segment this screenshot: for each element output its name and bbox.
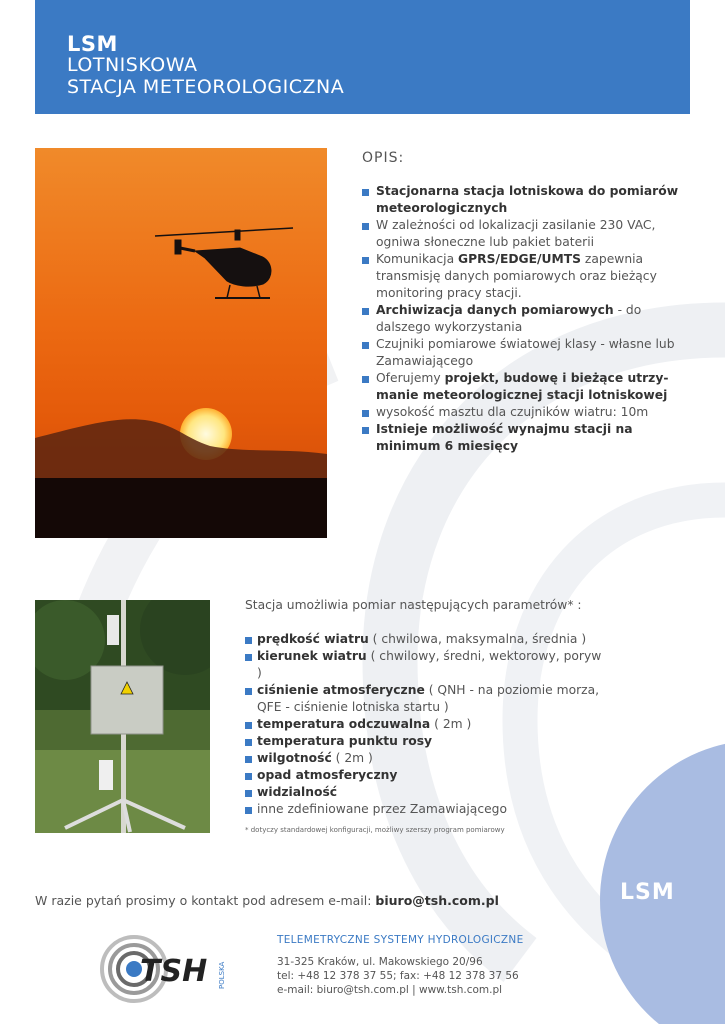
list-item [245, 767, 605, 784]
bullet-square-icon [245, 807, 252, 814]
contact-line [35, 893, 499, 908]
text: - do dalszego wykorzystania [376, 303, 642, 334]
description-list [362, 183, 692, 455]
text: Czujniki pomiarowe światowej klasy - własne lub Zamawiającego [376, 337, 675, 368]
description-heading: OPIS: [362, 150, 405, 166]
bold-text: Archiwizacja danych pomiarowych [376, 303, 614, 317]
parameters-list [245, 631, 605, 818]
title-line-1: LOTNISKOWA [67, 54, 198, 76]
bullet-square-icon [362, 308, 369, 315]
bullet-square-icon [362, 223, 369, 230]
contact-email-link[interactable]: biuro@tsh.com.pl [375, 893, 499, 908]
bullet-square-icon [362, 427, 369, 434]
bold-text: wilgotność [257, 751, 332, 765]
header-banner [35, 0, 690, 114]
title-line-2: STACJA METEOROLOGICZNA [67, 76, 345, 98]
company-web[interactable]: e-mail: biuro@tsh.com.pl | www.tsh.com.pl [277, 984, 503, 996]
bold-text: GPRS/EDGE/UMTS [458, 252, 582, 266]
list-item [245, 750, 605, 767]
list-item [245, 648, 605, 682]
list-item [245, 631, 605, 648]
product-code: LSM [67, 32, 118, 56]
list-item [362, 404, 692, 421]
text: ( QNH - na poziomie morza, QFE - ciśnienie lotniska startu ) [257, 683, 600, 714]
bullet-square-icon [245, 637, 252, 644]
text: W zależności od lokalizacji zasilanie 230 VAC, ogniwa słoneczne lub pakiet baterii [376, 218, 656, 249]
company-phones: tel: +48 12 378 37 55; fax: +48 12 378 37 56 [277, 970, 519, 982]
list-item [362, 217, 692, 251]
list-item [362, 370, 692, 404]
bold-text: temperatura odczuwalna [257, 717, 431, 731]
bold-text: prędkość wiatru [257, 632, 369, 646]
company-address: 31-325 Kraków, ul. Makowskiego 20/96 [277, 956, 483, 968]
footnote: * dotyczy standardowej konfiguracji, możliwy szerszy program pomiarowy [245, 826, 505, 834]
contact-text: W razie pytań prosimy o kontakt pod adresem e-mail: [35, 893, 376, 908]
bullet-square-icon [245, 756, 252, 763]
bullet-square-icon [362, 410, 369, 417]
bullet-square-icon [362, 189, 369, 196]
list-item [362, 421, 692, 455]
text: zapewnia transmisję danych pomiarowych oraz bieżący monitoring pracy stacji. [376, 252, 657, 300]
bullet-square-icon [245, 790, 252, 797]
list-item [245, 716, 605, 733]
logo-text: TSH [140, 954, 208, 989]
bullet-square-icon [362, 376, 369, 383]
text: Oferujemy [376, 371, 445, 385]
text: Komunikacja [376, 252, 459, 266]
bold-text: Istnieje możliwość wynajmu stacji na minimum 6 miesięcy [376, 422, 633, 453]
list-item [362, 302, 692, 336]
bullet-square-icon [245, 773, 252, 780]
text: ( 2m ) [430, 717, 472, 731]
logo-subtext: POLSKA [218, 961, 226, 989]
bold-text: ciśnienie atmosferyczne [257, 683, 425, 697]
company-name: TELEMETRYCZNE SYSTEMY HYDROLOGICZNE [277, 934, 524, 946]
list-item [245, 784, 605, 801]
helicopter-sunset-photo [35, 148, 327, 538]
lsm-badge: LSM [620, 880, 675, 905]
bullet-square-icon [245, 722, 252, 729]
bold-text: projekt, budowę i bieżące utrzy-manie meteorologicznej stacji lotniskowej [376, 371, 669, 402]
list-item [245, 682, 605, 716]
parameters-intro: Stacja umożliwia pomiar następujących parametrów* : [245, 598, 582, 612]
bullet-square-icon [245, 739, 252, 746]
bold-text: widzialność [257, 785, 338, 799]
text: inne zdefiniowane przez Zamawiającego [257, 802, 507, 816]
list-item [245, 733, 605, 750]
weather-station-photo [35, 600, 210, 833]
bullet-square-icon [362, 342, 369, 349]
text: wysokość masztu dla czujników wiatru: 10m [376, 405, 649, 419]
text: ( chwilowy, średni, wektorowy, poryw ) [257, 649, 602, 680]
text: ( 2m ) [331, 751, 373, 765]
bullet-square-icon [245, 688, 252, 695]
text: ( chwilowa, maksymalna, średnia ) [368, 632, 587, 646]
tsh-logo [98, 933, 238, 1005]
list-item [362, 336, 692, 370]
bold-text: Stacjonarna stacja lotniskowa do pomiarów meteorologicznych [376, 184, 679, 215]
bold-text: kierunek wiatru [257, 649, 367, 663]
bold-text: temperatura punktu rosy [257, 734, 433, 748]
bullet-square-icon [362, 257, 369, 264]
list-item [362, 251, 692, 302]
bold-text: opad atmosferyczny [257, 768, 398, 782]
list-item [245, 801, 605, 818]
bullet-square-icon [245, 654, 252, 661]
list-item [362, 183, 692, 217]
